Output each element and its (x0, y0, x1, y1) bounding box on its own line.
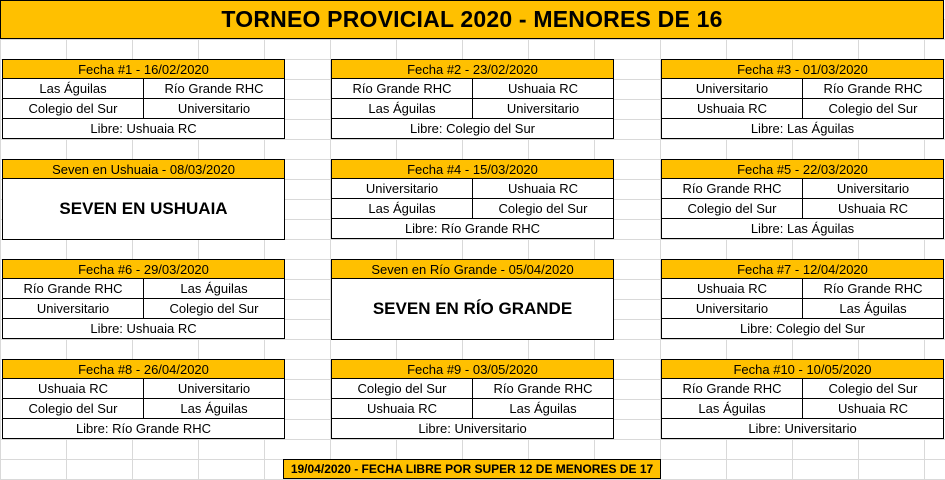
fixture-header: Fecha #6 - 29/03/2020 (2, 259, 285, 279)
away-team: Las Águilas (802, 299, 944, 319)
away-team: Colegio del Sur (802, 379, 944, 399)
fixture-block (331, 359, 614, 440)
home-team: Colegio del Sur (2, 99, 143, 119)
home-team: Ushuaia RC (661, 99, 802, 119)
page-title: TORNEO PROVICIAL 2020 - MENORES DE 16 (0, 0, 944, 39)
match-row (2, 79, 285, 99)
away-team: Ushuaia RC (802, 199, 944, 219)
away-team: Río Grande RHC (802, 279, 944, 299)
event-block (331, 259, 614, 340)
match-row (661, 299, 944, 319)
match-row (2, 379, 285, 399)
away-team: Río Grande RHC (143, 79, 285, 99)
match-row (661, 279, 944, 299)
fixture-header: Fecha #7 - 12/04/2020 (661, 259, 944, 279)
home-team: Río Grande RHC (661, 379, 802, 399)
away-team: Las Águilas (143, 399, 285, 419)
away-team: Ushuaia RC (472, 179, 614, 199)
home-team: Universitario (661, 79, 802, 99)
match-row (2, 299, 285, 319)
home-team: Colegio del Sur (661, 199, 802, 219)
home-team: Las Águilas (661, 399, 802, 419)
fixture-header: Fecha #8 - 26/04/2020 (2, 359, 285, 379)
away-team: Ushuaia RC (802, 399, 944, 419)
fixture-block (2, 259, 285, 340)
away-team: Colegio del Sur (472, 199, 614, 219)
away-team: Las Águilas (472, 399, 614, 419)
home-team: Ushuaia RC (331, 399, 472, 419)
match-row (331, 379, 614, 399)
match-row (661, 99, 944, 119)
home-team: Universitario (2, 299, 143, 319)
away-team: Colegio del Sur (143, 299, 285, 319)
event-header: Seven en Río Grande - 05/04/2020 (331, 259, 614, 279)
match-row (331, 79, 614, 99)
event-block (2, 159, 285, 240)
match-row (331, 179, 614, 199)
match-row (661, 179, 944, 199)
home-team: Las Águilas (331, 199, 472, 219)
bye-team: Libre: Colegio del Sur (661, 319, 944, 339)
fixture-block (2, 359, 285, 440)
away-team: Universitario (143, 379, 285, 399)
home-team: Ushuaia RC (661, 279, 802, 299)
bye-team: Libre: Universitario (331, 419, 614, 439)
match-row (661, 379, 944, 399)
event-header: Seven en Ushuaia - 08/03/2020 (2, 159, 285, 179)
fixture-block (661, 159, 944, 240)
bye-team: Libre: Ushuaia RC (2, 319, 285, 339)
bye-team: Libre: Las Águilas (661, 119, 944, 139)
bye-team: Libre: Río Grande RHC (331, 219, 614, 239)
home-team: Las Águilas (2, 79, 143, 99)
event-title: SEVEN EN USHUAIA (2, 179, 285, 240)
match-row (331, 99, 614, 119)
match-row (2, 279, 285, 299)
away-team: Universitario (472, 99, 614, 119)
fixture-block (661, 359, 944, 440)
bye-team: Libre: Río Grande RHC (2, 419, 285, 439)
home-team: Río Grande RHC (331, 79, 472, 99)
away-team: Ushuaia RC (472, 79, 614, 99)
fixture-header: Fecha #3 - 01/03/2020 (661, 59, 944, 79)
match-row (661, 79, 944, 99)
fixture-block (661, 259, 944, 340)
fixture-block (331, 59, 614, 140)
match-row (331, 199, 614, 219)
fixture-block (661, 59, 944, 140)
home-team: Colegio del Sur (2, 399, 143, 419)
fixture-header: Fecha #10 - 10/05/2020 (661, 359, 944, 379)
footer-note: 19/04/2020 - FECHA LIBRE POR SUPER 12 DE MENORES DE 17 (283, 459, 661, 479)
home-team: Universitario (661, 299, 802, 319)
away-team: Universitario (802, 179, 944, 199)
match-row (661, 199, 944, 219)
away-team: Colegio del Sur (802, 99, 944, 119)
home-team: Universitario (331, 179, 472, 199)
event-title: SEVEN EN RÍO GRANDE (331, 279, 614, 340)
home-team: Colegio del Sur (331, 379, 472, 399)
bye-team: Libre: Universitario (661, 419, 944, 439)
bye-team: Libre: Las Águilas (661, 219, 944, 239)
match-row (661, 399, 944, 419)
fixture-header: Fecha #1 - 16/02/2020 (2, 59, 285, 79)
home-team: Ushuaia RC (2, 379, 143, 399)
bye-team: Libre: Ushuaia RC (2, 119, 285, 139)
fixture-header: Fecha #2 - 23/02/2020 (331, 59, 614, 79)
fixture-header: Fecha #4 - 15/03/2020 (331, 159, 614, 179)
away-team: Río Grande RHC (472, 379, 614, 399)
away-team: Río Grande RHC (802, 79, 944, 99)
match-row (2, 99, 285, 119)
home-team: Río Grande RHC (2, 279, 143, 299)
home-team: Las Águilas (331, 99, 472, 119)
match-row (2, 399, 285, 419)
fixture-block (2, 59, 285, 140)
away-team: Universitario (143, 99, 285, 119)
match-row (331, 399, 614, 419)
fixture-header: Fecha #9 - 03/05/2020 (331, 359, 614, 379)
bye-team: Libre: Colegio del Sur (331, 119, 614, 139)
away-team: Las Águilas (143, 279, 285, 299)
fixture-block (331, 159, 614, 240)
fixture-header: Fecha #5 - 22/03/2020 (661, 159, 944, 179)
home-team: Río Grande RHC (661, 179, 802, 199)
